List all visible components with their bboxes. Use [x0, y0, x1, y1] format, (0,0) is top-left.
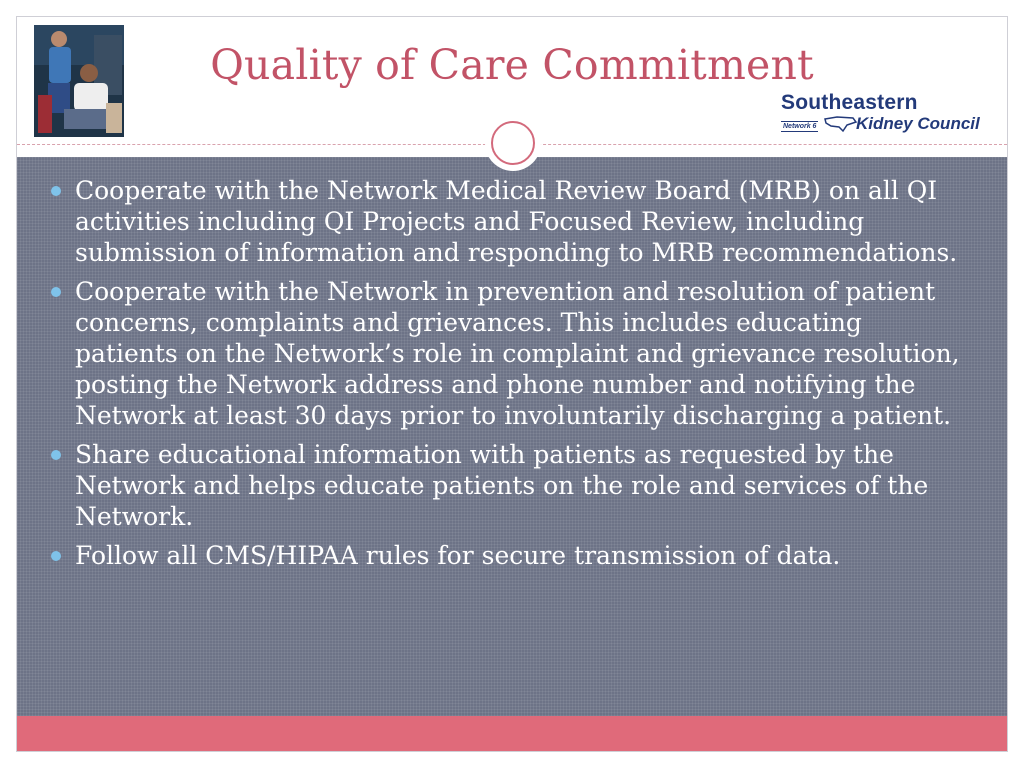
bullet-item: [51, 276, 971, 431]
circle-ornament-inner: [491, 121, 535, 165]
patient-dialysis-icon: [34, 25, 124, 137]
logo-network-label: Network 6: [783, 123, 817, 130]
patient-photo: [34, 25, 124, 137]
bullet-item: [51, 540, 971, 571]
bullet-dot-icon: [51, 287, 61, 297]
bullet-item: [51, 175, 971, 268]
bullet-text: Cooperate with the Network Medical Review Board (MRB) on all QI activities including QI Projects and Focused Review, including submission of information and responding to MRB recommendations.: [75, 176, 958, 267]
logo-name-bottom: Kidney Council: [856, 114, 980, 133]
circle-ornament-icon: [485, 115, 541, 171]
bullet-text: Follow all CMS/HIPAA rules for secure transmission of data.: [75, 541, 841, 570]
bullet-item: [51, 439, 971, 532]
footer-bar: [17, 716, 1007, 751]
bullet-dot-icon: [51, 450, 61, 460]
slide-title: Quality of Care Commitment: [210, 41, 814, 89]
bullet-text: Cooperate with the Network in prevention and resolution of patient concerns, complaints and grievances. This includes educating patients on the Network’s role in complaint and grievance resolution, posting the Network address and phone number and notifying the Network at least 30 days prior to involuntarily discharging a patient.: [75, 277, 960, 430]
slide: [16, 16, 1008, 752]
bullet-list: [51, 175, 971, 579]
logo-name-top: Southeastern: [781, 91, 918, 114]
bullet-text: Share educational information with patients as requested by the Network and helps educate patients on the role and services of the Network.: [75, 440, 929, 531]
bullet-dot-icon: [51, 186, 61, 196]
bullet-dot-icon: [51, 551, 61, 561]
kidney-council-logo: [779, 91, 989, 137]
region-map-icon: [823, 115, 857, 133]
